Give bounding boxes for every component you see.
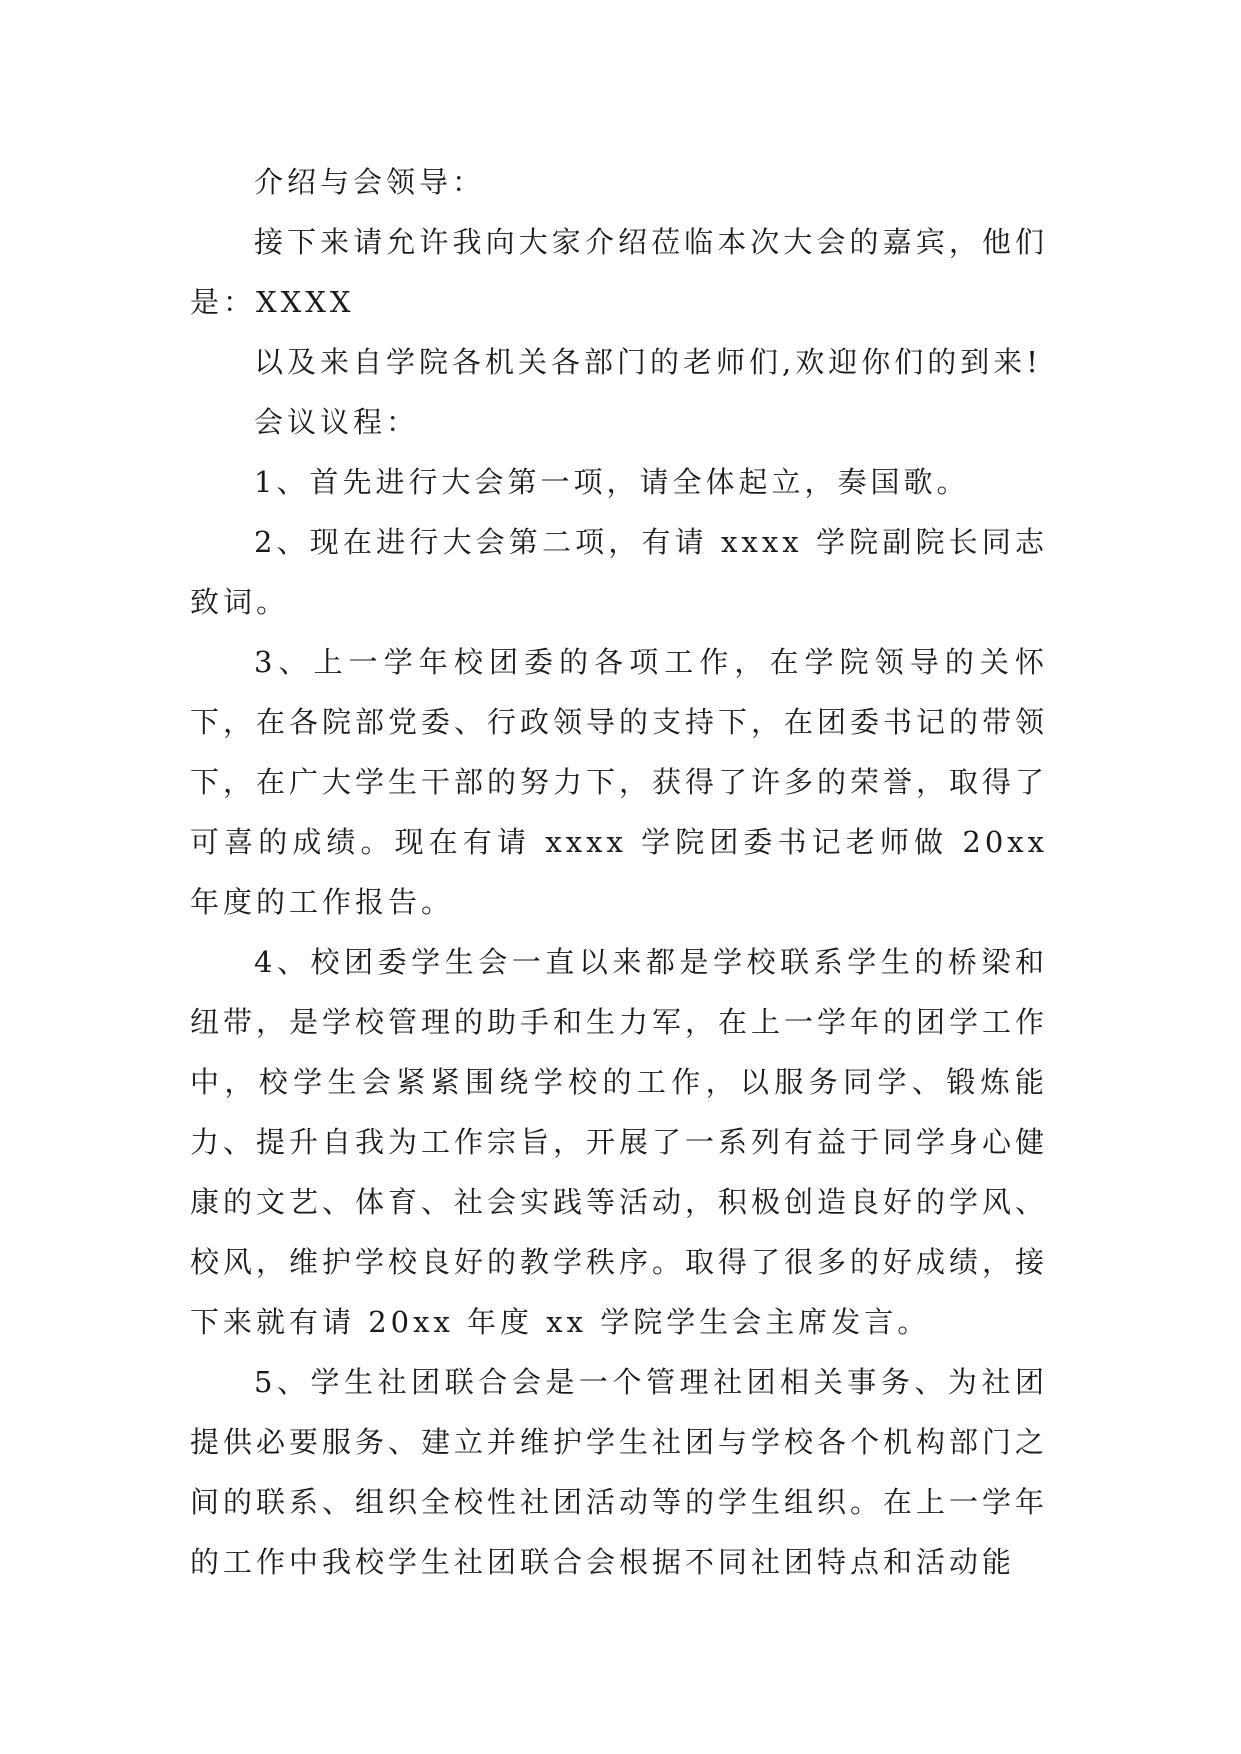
paragraph-agenda-item-1: 1、首先进行大会第一项，请全体起立，奏国歌。 [254,465,970,499]
paragraph-agenda-item-3: 3、上一学年校团委的各项工作，在学院领导的关怀下，在各院部党委、行政领导的支持下，在团委书记的带领下，在广大学生干部的努力下，获得了许多的荣誉，取得了可喜的成绩。现在有请 xxxx 学院团委书记老师做 20xx 年度的工作报告。 [190,645,1049,919]
paragraph-agenda-item-2: 2、现在进行大会第二项，有请 xxxx 学院副院长同志致词。 [190,525,1048,619]
paragraph-intro-leaders: 介绍与会领导： [254,165,486,199]
paragraph-guests: 接下来请允许我向大家介绍莅临本次大会的嘉宾，他们是：XXXX [190,225,1048,319]
paragraph-agenda-item-5: 5、学生社团联合会是一个管理社团相关事务、为社团提供必要服务、建立并维护学生社团与学校各个机构部门之间的联系、组织全校性社团活动等的学生组织。在上一学年的工作中我校学生社团联合会根据不同社团特点和活动能 [190,1365,1049,1579]
paragraph-agenda-heading: 会议议程： [254,405,420,439]
paragraph-teachers-welcome: 以及来自学院各机关各部门的老师们,欢迎你们的到来! [254,345,1042,379]
document-body [190,152,1048,1592]
paragraph-agenda-item-4: 4、校团委学生会一直以来都是学校联系学生的桥梁和纽带，是学校管理的助手和生力军，在上一学年的团学工作中，校学生会紧紧围绕学校的工作，以服务同学、锻炼能力、提升自我为工作宗旨，开展了一系列有益于同学身心健康的文艺、体育、社会实践等活动，积极创造良好的学风、校风，维护学校良好的教学秩序。取得了很多的好成绩，接下来就有请 20xx 年度 xx 学院学生会主席发言。 [190,945,1049,1339]
